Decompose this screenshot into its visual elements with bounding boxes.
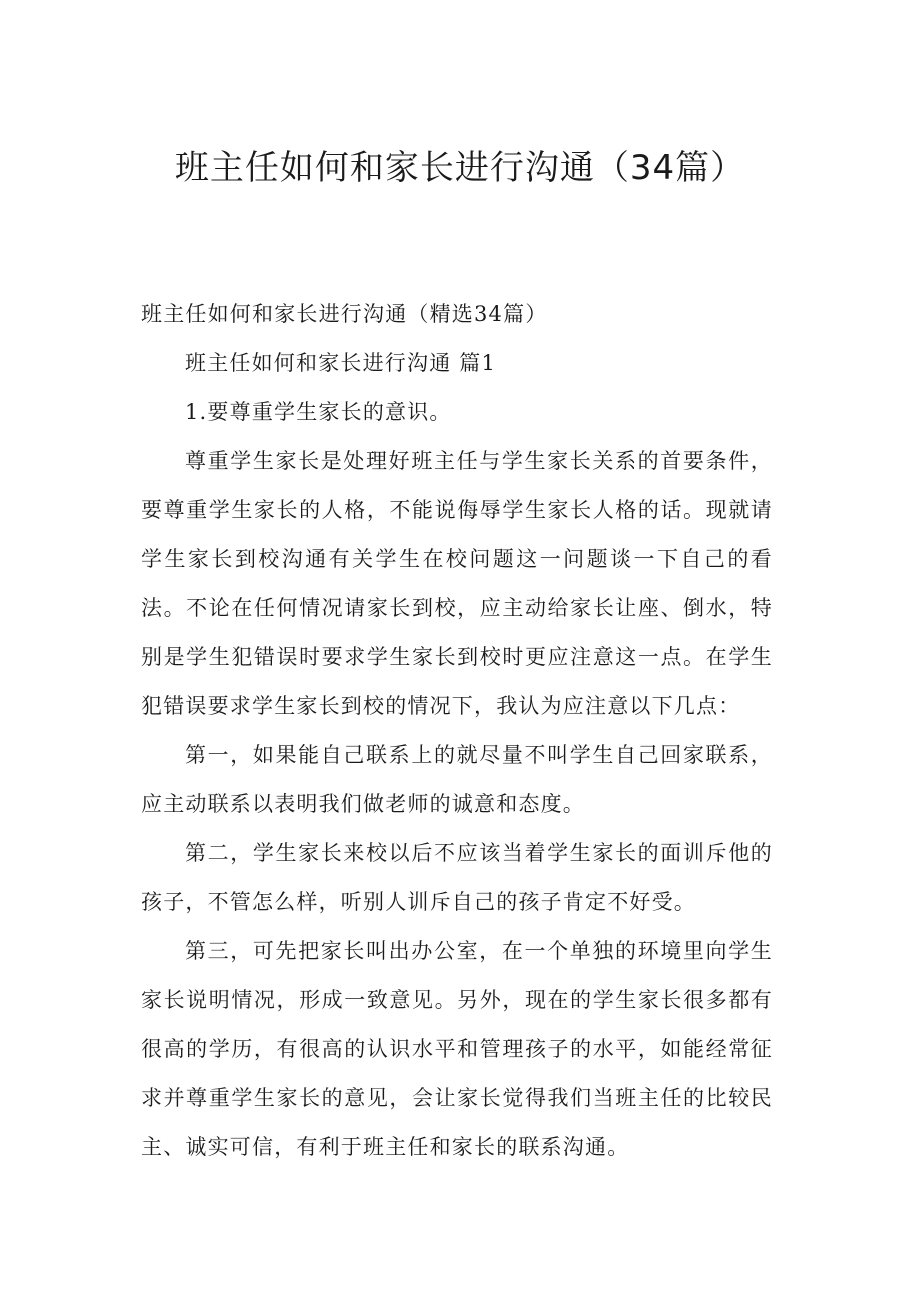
paragraph-third: 第三，可先把家长叫出办公室，在一个单独的环境里向学生家长说明情况，形成一致意见。另外，现在的学生家长很多都有很高的学历，有很高的认识水平和管理孩子的水平，如能经常征求并尊重学生家长的意见，会让家长觉得我们当班主任的比较民主、诚实可信，有利于班主任和家长的联系沟通。 (141, 939, 773, 1159)
document-body (141, 290, 773, 1172)
document-subtitle: 班主任如何和家长进行沟通（精选34篇） (141, 302, 548, 326)
paragraph-respect: 尊重学生家长是处理好班主任与学生家长关系的首要条件，要尊重学生家长的人格，不能说侮辱学生家长人格的话。现就请学生家长到校沟通有关学生在校问题这一问题谈一下自己的看法。不论在任何情况请家长到校，应主动给家长让座、倒水，特别是学生犯错误时要求学生家长到校时更应注意这一点。在学生犯错误要求学生家长到校的情况下，我认为应注意以下几点： (141, 449, 773, 718)
document-title: 班主任如何和家长进行沟通（34篇） (174, 148, 746, 188)
paragraph-first: 第一，如果能自己联系上的就尽量不叫学生自己回家联系，应主动联系以表明我们做老师的诚意和态度。 (141, 743, 773, 816)
section-heading: 班主任如何和家长进行沟通 篇1 (185, 351, 497, 375)
paragraph-second: 第二，学生家长来校以后不应该当着学生家长的面训斥他的孩子，不管怎么样，听别人训斥自己的孩子肯定不好受。 (141, 841, 773, 914)
point-heading: 1.要尊重学生家长的意识。 (185, 400, 452, 424)
